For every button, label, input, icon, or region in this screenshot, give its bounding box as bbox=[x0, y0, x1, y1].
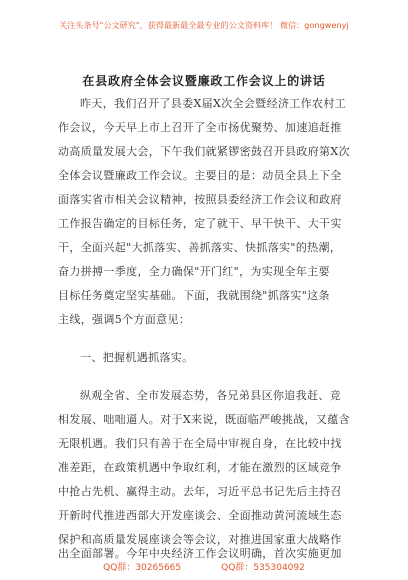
paragraph-line: 目标任务奠定坚实基础。下面，我就围绕"抓落实"这条 bbox=[58, 289, 330, 302]
paragraph-line: 主线，强调5个方面意见： bbox=[58, 313, 191, 326]
paragraph-line: 作会议，今天早上市上召开了全市扬优聚势、加速追赶推 bbox=[58, 121, 342, 134]
footer-contact bbox=[0, 560, 408, 573]
paragraph-line: 奋力拼搏一季度，全力确保"开门红"，为实现全年主要 bbox=[58, 265, 330, 278]
paragraph-line: 工作报告确定的目标任务，定了就干、早干快干、大干实 bbox=[58, 217, 342, 230]
paragraph-line: 动高质量发展大会，下午我们就紧锣密鼓召开县政府第X次 bbox=[58, 145, 350, 158]
document-title: 在县政府全体会议暨廉政工作会议上的讲话 bbox=[82, 74, 326, 88]
paragraph-line: 全体会议暨廉政工作会议。主要目的是：动员全县上下全 bbox=[58, 169, 342, 182]
paragraph-line: 纵观全省、全市发展态势，各兄弟县区你追我赶、竞 bbox=[80, 389, 342, 402]
paragraph-line: 准差距，在政策机遇中争取红利，才能在激烈的区域竞争 bbox=[58, 461, 342, 474]
paragraph-line: 相发展、咄咄逼人。对于X来说，既面临严峻挑战，又蕴含 bbox=[58, 413, 350, 426]
paragraph-line: 出全面部署。今年中央经济工作会议明确，首次实施更加 bbox=[58, 547, 342, 560]
paragraph-line: 无限机遇。我们只有善于在全局中审视自身，在比较中找 bbox=[58, 437, 342, 450]
paragraph-line: 开新时代推进西部大开发座谈会、全面推动黄河流域生态 bbox=[58, 509, 342, 522]
section-heading: 一、把握机遇抓落实。 bbox=[80, 351, 194, 364]
paragraph-line: 干，全面兴起"大抓落实、善抓落实、快抓落实"的热潮， bbox=[58, 241, 342, 254]
paragraph-line: 面落实省市相关会议精神，按照县委经济工作会议和政府 bbox=[58, 193, 342, 206]
paragraph-line: 昨天，我们召开了县委X届X次全会暨经济工作农村工 bbox=[80, 97, 347, 110]
qq-group-1: QQ群：30265665 bbox=[103, 563, 182, 573]
paragraph-line: 保护和高质量发展座谈会等会议，对推进国家重大战略作 bbox=[58, 533, 342, 546]
paragraph-line: 中抢占先机、赢得主动。去年，习近平总书记先后主持召 bbox=[58, 485, 342, 498]
qq-group-2: QQ群：535304092 bbox=[221, 563, 305, 573]
promo-banner: 关注头条号"公文研究"，获得最新最全最专业的公文资料库！ 微信：gongwenyj bbox=[59, 21, 349, 30]
